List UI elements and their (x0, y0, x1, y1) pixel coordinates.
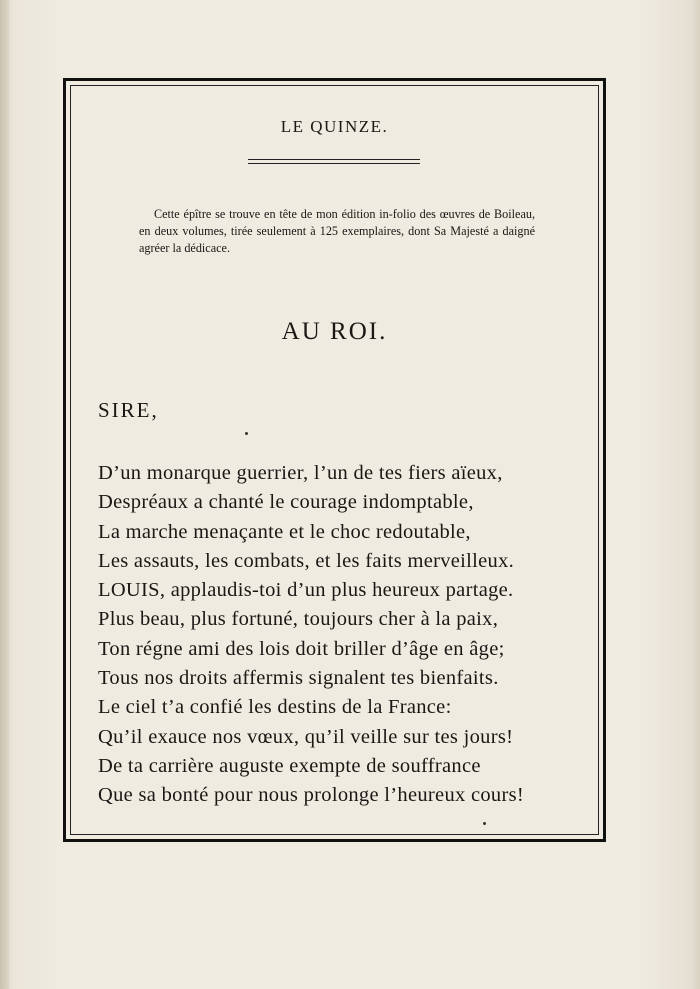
verse-line: Ton régne ami des lois doit briller d’âge en âge; (98, 637, 505, 660)
poem-verses (98, 459, 593, 811)
verse-line: Plus beau, plus fortuné, toujours cher à la paix, (98, 608, 499, 631)
paper-speck (245, 432, 248, 435)
double-rule-divider (248, 159, 420, 164)
verse-line: Despréaux a chanté le courage indomptable, (98, 491, 474, 514)
verse-line: Qu’il exauce nos vœux, qu’il veille sur tes jours! (98, 725, 514, 748)
verse-line: LOUIS, applaudis-toi d’un plus heureux partage. (98, 579, 514, 602)
verse-line: Les assauts, les combats, et les faits merveilleux. (98, 549, 515, 572)
page-heading: LE QUINZE. (280, 117, 389, 136)
paper-speck (483, 822, 486, 825)
verse-line: Tous nos droits affermis signalent tes bienfaits. (98, 667, 499, 690)
page-content (70, 85, 599, 835)
salutation: SIRE, (98, 398, 159, 422)
verse-line: Que sa bonté pour nous prolonge l’heureux cours! (98, 784, 525, 807)
paper-left-edge (0, 0, 9, 989)
verse-line: La marche menaçante et le choc redoutable, (98, 520, 471, 543)
verse-line: D’un monarque guerrier, l’un de tes fiers aïeux, (98, 462, 503, 484)
verse-line: De ta carrière auguste exempte de souffrance (98, 754, 481, 777)
dedication-note: Cette épître se trouve en tête de mon édition in-folio des œuvres de Boileau, en deux volumes, tirée seulement à 125 exemplaires, dont Sa Majesté a daigné agréer la dédicace. (139, 207, 535, 255)
page-title: AU ROI. (281, 318, 388, 345)
verse-line: Le ciel t’a confié les destins de la France: (98, 696, 452, 719)
